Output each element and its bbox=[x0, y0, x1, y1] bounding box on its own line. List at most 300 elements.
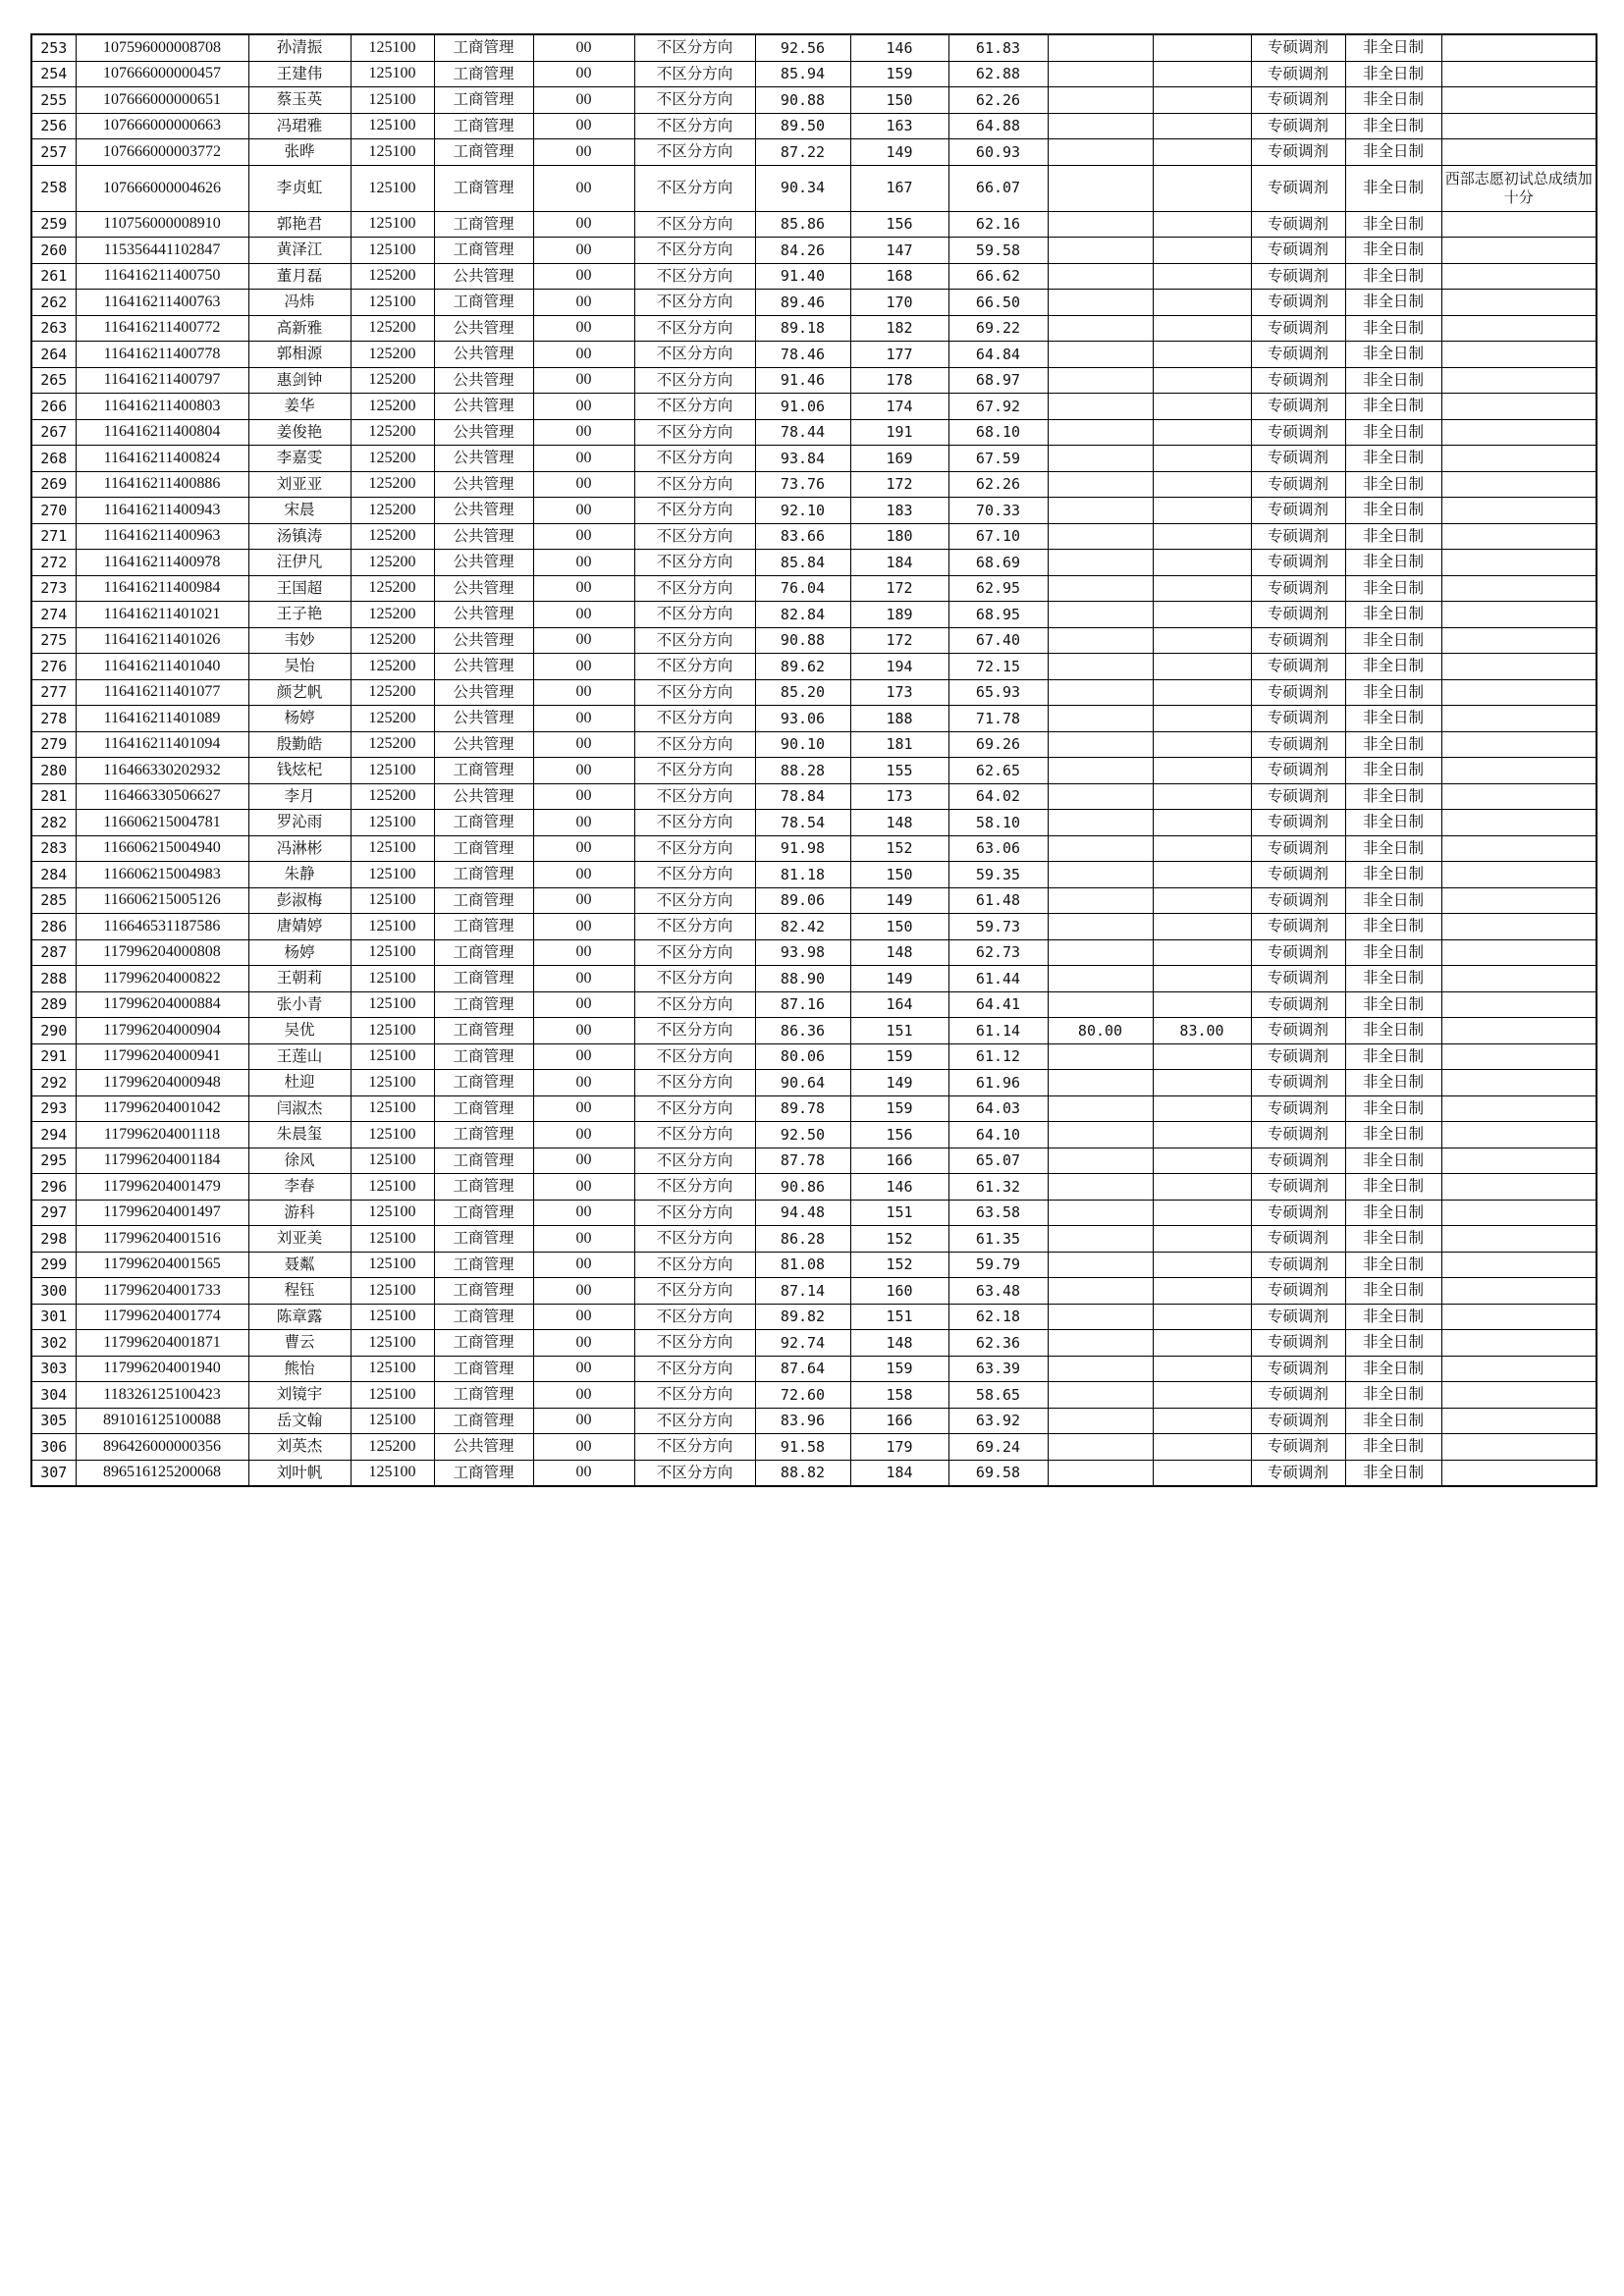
cell-category: 专硕调剂 bbox=[1251, 914, 1345, 940]
cell-weighted-score: 61.35 bbox=[948, 1226, 1048, 1253]
cell-major-code: 125100 bbox=[351, 1408, 434, 1434]
cell-exam-id: 116416211400763 bbox=[76, 290, 248, 316]
cell-major-code: 125100 bbox=[351, 758, 434, 784]
cell-extra2 bbox=[1153, 315, 1251, 342]
cell-seq: 295 bbox=[31, 1148, 76, 1174]
cell-direction-code: 00 bbox=[533, 654, 634, 680]
cell-extra1 bbox=[1048, 87, 1153, 114]
cell-major-name: 工商管理 bbox=[434, 1200, 533, 1226]
cell-direction-name: 不区分方向 bbox=[634, 654, 755, 680]
cell-remark bbox=[1441, 706, 1597, 732]
cell-name: 董月磊 bbox=[248, 263, 351, 290]
cell-seq: 292 bbox=[31, 1070, 76, 1096]
cell-seq: 281 bbox=[31, 783, 76, 810]
cell-seq: 255 bbox=[31, 87, 76, 114]
table-row bbox=[31, 1200, 1597, 1226]
cell-direction-name: 不区分方向 bbox=[634, 731, 755, 758]
cell-extra2 bbox=[1153, 211, 1251, 238]
cell-study-mode: 非全日制 bbox=[1345, 1174, 1441, 1201]
cell-name: 陈章露 bbox=[248, 1304, 351, 1330]
cell-extra1 bbox=[1048, 679, 1153, 706]
cell-seq: 304 bbox=[31, 1382, 76, 1409]
cell-study-mode: 非全日制 bbox=[1345, 315, 1441, 342]
cell-major-code: 125200 bbox=[351, 550, 434, 576]
cell-major-code: 125200 bbox=[351, 679, 434, 706]
cell-extra2 bbox=[1153, 1200, 1251, 1226]
cell-exam-id: 117996204001497 bbox=[76, 1200, 248, 1226]
cell-major-code: 125100 bbox=[351, 991, 434, 1018]
table-row bbox=[31, 290, 1597, 316]
cell-weighted-score: 67.10 bbox=[948, 523, 1048, 550]
cell-major-name: 公共管理 bbox=[434, 654, 533, 680]
cell-extra2 bbox=[1153, 1278, 1251, 1305]
cell-direction-code: 00 bbox=[533, 238, 634, 264]
cell-total-score: 149 bbox=[850, 1070, 948, 1096]
cell-prelim-score: 88.28 bbox=[755, 758, 850, 784]
cell-exam-id: 107666000000663 bbox=[76, 113, 248, 139]
cell-major-name: 公共管理 bbox=[434, 446, 533, 472]
cell-major-code: 125100 bbox=[351, 1226, 434, 1253]
cell-category: 专硕调剂 bbox=[1251, 139, 1345, 166]
table-row bbox=[31, 367, 1597, 394]
cell-category: 专硕调剂 bbox=[1251, 165, 1345, 211]
cell-name: 冯炜 bbox=[248, 290, 351, 316]
cell-total-score: 164 bbox=[850, 991, 948, 1018]
cell-remark bbox=[1441, 966, 1597, 992]
cell-remark bbox=[1441, 1070, 1597, 1096]
cell-extra2 bbox=[1153, 523, 1251, 550]
cell-category: 专硕调剂 bbox=[1251, 991, 1345, 1018]
cell-extra1 bbox=[1048, 966, 1153, 992]
cell-major-code: 125200 bbox=[351, 602, 434, 628]
cell-direction-code: 00 bbox=[533, 1252, 634, 1278]
cell-seq: 307 bbox=[31, 1460, 76, 1486]
cell-weighted-score: 62.18 bbox=[948, 1304, 1048, 1330]
cell-study-mode: 非全日制 bbox=[1345, 1460, 1441, 1486]
cell-seq: 263 bbox=[31, 315, 76, 342]
table-body bbox=[31, 34, 1597, 1486]
cell-category: 专硕调剂 bbox=[1251, 394, 1345, 420]
cell-seq: 256 bbox=[31, 113, 76, 139]
cell-seq: 293 bbox=[31, 1095, 76, 1122]
cell-prelim-score: 91.46 bbox=[755, 367, 850, 394]
cell-category: 专硕调剂 bbox=[1251, 966, 1345, 992]
cell-remark bbox=[1441, 367, 1597, 394]
cell-remark bbox=[1441, 1095, 1597, 1122]
table-row bbox=[31, 550, 1597, 576]
cell-direction-name: 不区分方向 bbox=[634, 1252, 755, 1278]
cell-direction-code: 00 bbox=[533, 706, 634, 732]
cell-extra1 bbox=[1048, 1434, 1153, 1461]
cell-extra1 bbox=[1048, 1043, 1153, 1070]
cell-major-code: 125100 bbox=[351, 238, 434, 264]
cell-study-mode: 非全日制 bbox=[1345, 550, 1441, 576]
cell-seq: 287 bbox=[31, 939, 76, 966]
cell-total-score: 149 bbox=[850, 887, 948, 914]
cell-direction-code: 00 bbox=[533, 1226, 634, 1253]
cell-extra2 bbox=[1153, 367, 1251, 394]
cell-direction-code: 00 bbox=[533, 446, 634, 472]
cell-prelim-score: 87.14 bbox=[755, 1278, 850, 1305]
cell-category: 专硕调剂 bbox=[1251, 367, 1345, 394]
cell-total-score: 173 bbox=[850, 783, 948, 810]
cell-exam-id: 116466330202932 bbox=[76, 758, 248, 784]
cell-seq: 270 bbox=[31, 498, 76, 524]
cell-seq: 258 bbox=[31, 165, 76, 211]
cell-prelim-score: 87.22 bbox=[755, 139, 850, 166]
cell-direction-code: 00 bbox=[533, 87, 634, 114]
cell-major-code: 125200 bbox=[351, 731, 434, 758]
cell-category: 专硕调剂 bbox=[1251, 34, 1345, 61]
cell-total-score: 172 bbox=[850, 471, 948, 498]
cell-prelim-score: 89.62 bbox=[755, 654, 850, 680]
cell-direction-name: 不区分方向 bbox=[634, 342, 755, 368]
cell-direction-code: 00 bbox=[533, 113, 634, 139]
cell-name: 汤镇涛 bbox=[248, 523, 351, 550]
cell-extra2 bbox=[1153, 446, 1251, 472]
cell-major-code: 125100 bbox=[351, 1304, 434, 1330]
cell-prelim-score: 80.06 bbox=[755, 1043, 850, 1070]
cell-prelim-score: 78.46 bbox=[755, 342, 850, 368]
cell-total-score: 172 bbox=[850, 575, 948, 602]
cell-category: 专硕调剂 bbox=[1251, 61, 1345, 87]
table-row bbox=[31, 758, 1597, 784]
cell-remark bbox=[1441, 1252, 1597, 1278]
cell-category: 专硕调剂 bbox=[1251, 602, 1345, 628]
cell-exam-id: 896426000000356 bbox=[76, 1434, 248, 1461]
cell-prelim-score: 85.84 bbox=[755, 550, 850, 576]
cell-weighted-score: 59.35 bbox=[948, 862, 1048, 888]
cell-direction-name: 不区分方向 bbox=[634, 1043, 755, 1070]
cell-extra1 bbox=[1048, 1304, 1153, 1330]
cell-major-name: 工商管理 bbox=[434, 1122, 533, 1148]
cell-category: 专硕调剂 bbox=[1251, 1043, 1345, 1070]
cell-extra1 bbox=[1048, 835, 1153, 862]
cell-name: 张小青 bbox=[248, 991, 351, 1018]
cell-major-name: 公共管理 bbox=[434, 706, 533, 732]
cell-weighted-score: 64.84 bbox=[948, 342, 1048, 368]
cell-extra1 bbox=[1048, 1278, 1153, 1305]
cell-major-code: 125200 bbox=[351, 706, 434, 732]
cell-name: 黄泽江 bbox=[248, 238, 351, 264]
cell-remark bbox=[1441, 342, 1597, 368]
cell-name: 闫淑杰 bbox=[248, 1095, 351, 1122]
cell-seq: 299 bbox=[31, 1252, 76, 1278]
table-row bbox=[31, 1356, 1597, 1382]
cell-seq: 288 bbox=[31, 966, 76, 992]
cell-study-mode: 非全日制 bbox=[1345, 731, 1441, 758]
cell-major-code: 125200 bbox=[351, 627, 434, 654]
cell-direction-code: 00 bbox=[533, 263, 634, 290]
cell-prelim-score: 92.10 bbox=[755, 498, 850, 524]
cell-direction-name: 不区分方向 bbox=[634, 1356, 755, 1382]
cell-extra2 bbox=[1153, 1095, 1251, 1122]
cell-seq: 301 bbox=[31, 1304, 76, 1330]
cell-direction-name: 不区分方向 bbox=[634, 446, 755, 472]
cell-extra2 bbox=[1153, 165, 1251, 211]
cell-major-name: 工商管理 bbox=[434, 113, 533, 139]
cell-seq: 275 bbox=[31, 627, 76, 654]
table-row bbox=[31, 654, 1597, 680]
cell-weighted-score: 61.12 bbox=[948, 1043, 1048, 1070]
cell-weighted-score: 64.88 bbox=[948, 113, 1048, 139]
cell-name: 姜俊艳 bbox=[248, 419, 351, 446]
cell-major-code: 125100 bbox=[351, 290, 434, 316]
cell-direction-code: 00 bbox=[533, 835, 634, 862]
cell-total-score: 183 bbox=[850, 498, 948, 524]
cell-exam-id: 116416211400886 bbox=[76, 471, 248, 498]
cell-extra2 bbox=[1153, 342, 1251, 368]
cell-study-mode: 非全日制 bbox=[1345, 446, 1441, 472]
table-row bbox=[31, 939, 1597, 966]
cell-major-code: 125200 bbox=[351, 575, 434, 602]
cell-weighted-score: 69.22 bbox=[948, 315, 1048, 342]
cell-study-mode: 非全日制 bbox=[1345, 87, 1441, 114]
cell-study-mode: 非全日制 bbox=[1345, 1148, 1441, 1174]
cell-category: 专硕调剂 bbox=[1251, 290, 1345, 316]
cell-extra1 bbox=[1048, 991, 1153, 1018]
cell-study-mode: 非全日制 bbox=[1345, 342, 1441, 368]
cell-direction-code: 00 bbox=[533, 471, 634, 498]
cell-major-name: 公共管理 bbox=[434, 679, 533, 706]
cell-remark bbox=[1441, 575, 1597, 602]
cell-extra1 bbox=[1048, 290, 1153, 316]
cell-seq: 264 bbox=[31, 342, 76, 368]
cell-remark bbox=[1441, 602, 1597, 628]
cell-name: 朱晨玺 bbox=[248, 1122, 351, 1148]
cell-study-mode: 非全日制 bbox=[1345, 783, 1441, 810]
cell-weighted-score: 69.58 bbox=[948, 1460, 1048, 1486]
cell-direction-name: 不区分方向 bbox=[634, 394, 755, 420]
cell-study-mode: 非全日制 bbox=[1345, 627, 1441, 654]
cell-remark bbox=[1441, 1226, 1597, 1253]
cell-extra1 bbox=[1048, 34, 1153, 61]
cell-extra1 bbox=[1048, 165, 1153, 211]
cell-major-name: 工商管理 bbox=[434, 238, 533, 264]
cell-seq: 305 bbox=[31, 1408, 76, 1434]
cell-major-name: 工商管理 bbox=[434, 290, 533, 316]
table-row bbox=[31, 263, 1597, 290]
cell-total-score: 177 bbox=[850, 342, 948, 368]
cell-exam-id: 107666000003772 bbox=[76, 139, 248, 166]
cell-remark bbox=[1441, 87, 1597, 114]
cell-prelim-score: 93.06 bbox=[755, 706, 850, 732]
cell-extra1 bbox=[1048, 523, 1153, 550]
cell-major-name: 公共管理 bbox=[434, 315, 533, 342]
cell-seq: 262 bbox=[31, 290, 76, 316]
cell-study-mode: 非全日制 bbox=[1345, 1434, 1441, 1461]
cell-seq: 276 bbox=[31, 654, 76, 680]
cell-direction-name: 不区分方向 bbox=[634, 1200, 755, 1226]
cell-seq: 306 bbox=[31, 1434, 76, 1461]
cell-name: 钱炫杞 bbox=[248, 758, 351, 784]
cell-prelim-score: 89.50 bbox=[755, 113, 850, 139]
cell-direction-code: 00 bbox=[533, 1330, 634, 1357]
cell-direction-name: 不区分方向 bbox=[634, 1278, 755, 1305]
cell-extra2 bbox=[1153, 1122, 1251, 1148]
cell-remark bbox=[1441, 34, 1597, 61]
cell-weighted-score: 61.83 bbox=[948, 34, 1048, 61]
cell-extra1 bbox=[1048, 394, 1153, 420]
cell-name: 孙清振 bbox=[248, 34, 351, 61]
cell-extra1 bbox=[1048, 238, 1153, 264]
table-row bbox=[31, 61, 1597, 87]
cell-direction-code: 00 bbox=[533, 1460, 634, 1486]
cell-exam-id: 107666000000651 bbox=[76, 87, 248, 114]
cell-prelim-score: 92.50 bbox=[755, 1122, 850, 1148]
cell-seq: 266 bbox=[31, 394, 76, 420]
cell-major-name: 工商管理 bbox=[434, 1043, 533, 1070]
cell-seq: 280 bbox=[31, 758, 76, 784]
table-row bbox=[31, 602, 1597, 628]
cell-major-name: 工商管理 bbox=[434, 1226, 533, 1253]
cell-weighted-score: 65.07 bbox=[948, 1148, 1048, 1174]
cell-direction-name: 不区分方向 bbox=[634, 87, 755, 114]
cell-study-mode: 非全日制 bbox=[1345, 1043, 1441, 1070]
cell-major-code: 125100 bbox=[351, 1122, 434, 1148]
table-row bbox=[31, 835, 1597, 862]
cell-study-mode: 非全日制 bbox=[1345, 835, 1441, 862]
cell-extra1 bbox=[1048, 263, 1153, 290]
cell-extra1 bbox=[1048, 783, 1153, 810]
table-row bbox=[31, 966, 1597, 992]
cell-study-mode: 非全日制 bbox=[1345, 1226, 1441, 1253]
cell-major-code: 125100 bbox=[351, 211, 434, 238]
table-row bbox=[31, 394, 1597, 420]
cell-total-score: 151 bbox=[850, 1018, 948, 1044]
table-row bbox=[31, 1252, 1597, 1278]
cell-extra2 bbox=[1153, 810, 1251, 836]
table-row bbox=[31, 575, 1597, 602]
cell-major-code: 125200 bbox=[351, 263, 434, 290]
cell-seq: 291 bbox=[31, 1043, 76, 1070]
cell-extra2 bbox=[1153, 654, 1251, 680]
cell-category: 专硕调剂 bbox=[1251, 1434, 1345, 1461]
cell-seq: 267 bbox=[31, 419, 76, 446]
document-page bbox=[30, 33, 1596, 1487]
cell-major-code: 125200 bbox=[351, 783, 434, 810]
table-row bbox=[31, 627, 1597, 654]
cell-extra1 bbox=[1048, 731, 1153, 758]
cell-major-code: 125100 bbox=[351, 1382, 434, 1409]
cell-remark bbox=[1441, 731, 1597, 758]
cell-major-name: 公共管理 bbox=[434, 602, 533, 628]
cell-direction-name: 不区分方向 bbox=[634, 315, 755, 342]
cell-major-name: 公共管理 bbox=[434, 575, 533, 602]
cell-seq: 296 bbox=[31, 1174, 76, 1201]
cell-extra1 bbox=[1048, 550, 1153, 576]
cell-prelim-score: 89.06 bbox=[755, 887, 850, 914]
cell-weighted-score: 62.36 bbox=[948, 1330, 1048, 1357]
cell-total-score: 166 bbox=[850, 1148, 948, 1174]
cell-prelim-score: 89.78 bbox=[755, 1095, 850, 1122]
cell-exam-id: 116416211401089 bbox=[76, 706, 248, 732]
cell-seq: 265 bbox=[31, 367, 76, 394]
cell-study-mode: 非全日制 bbox=[1345, 758, 1441, 784]
cell-exam-id: 116606215004940 bbox=[76, 835, 248, 862]
cell-weighted-score: 60.93 bbox=[948, 139, 1048, 166]
cell-exam-id: 117996204001042 bbox=[76, 1095, 248, 1122]
table-row bbox=[31, 862, 1597, 888]
cell-category: 专硕调剂 bbox=[1251, 1304, 1345, 1330]
cell-name: 冯淋彬 bbox=[248, 835, 351, 862]
cell-prelim-score: 91.06 bbox=[755, 394, 850, 420]
cell-category: 专硕调剂 bbox=[1251, 1408, 1345, 1434]
cell-direction-name: 不区分方向 bbox=[634, 263, 755, 290]
cell-prelim-score: 94.48 bbox=[755, 1200, 850, 1226]
cell-direction-code: 00 bbox=[533, 211, 634, 238]
cell-direction-name: 不区分方向 bbox=[634, 1408, 755, 1434]
cell-seq: 302 bbox=[31, 1330, 76, 1357]
cell-exam-id: 117996204001184 bbox=[76, 1148, 248, 1174]
cell-prelim-score: 82.42 bbox=[755, 914, 850, 940]
cell-seq: 260 bbox=[31, 238, 76, 264]
cell-study-mode: 非全日制 bbox=[1345, 1278, 1441, 1305]
cell-major-name: 公共管理 bbox=[434, 471, 533, 498]
table-row bbox=[31, 1434, 1597, 1461]
cell-major-name: 公共管理 bbox=[434, 394, 533, 420]
cell-direction-code: 00 bbox=[533, 1200, 634, 1226]
cell-prelim-score: 85.94 bbox=[755, 61, 850, 87]
cell-direction-code: 00 bbox=[533, 939, 634, 966]
cell-direction-name: 不区分方向 bbox=[634, 939, 755, 966]
cell-extra1 bbox=[1048, 1226, 1153, 1253]
cell-exam-id: 116606215004983 bbox=[76, 862, 248, 888]
cell-study-mode: 非全日制 bbox=[1345, 679, 1441, 706]
cell-study-mode: 非全日制 bbox=[1345, 1018, 1441, 1044]
cell-total-score: 159 bbox=[850, 1095, 948, 1122]
cell-direction-code: 00 bbox=[533, 1304, 634, 1330]
cell-direction-code: 00 bbox=[533, 966, 634, 992]
cell-category: 专硕调剂 bbox=[1251, 939, 1345, 966]
cell-category: 专硕调剂 bbox=[1251, 263, 1345, 290]
cell-major-name: 工商管理 bbox=[434, 1148, 533, 1174]
cell-direction-name: 不区分方向 bbox=[634, 211, 755, 238]
cell-remark bbox=[1441, 419, 1597, 446]
cell-exam-id: 116646531187586 bbox=[76, 914, 248, 940]
cell-major-code: 125200 bbox=[351, 342, 434, 368]
cell-study-mode: 非全日制 bbox=[1345, 471, 1441, 498]
cell-prelim-score: 93.84 bbox=[755, 446, 850, 472]
cell-extra2 bbox=[1153, 731, 1251, 758]
cell-major-code: 125100 bbox=[351, 1043, 434, 1070]
cell-extra2 bbox=[1153, 758, 1251, 784]
cell-extra1 bbox=[1048, 862, 1153, 888]
cell-major-name: 工商管理 bbox=[434, 1330, 533, 1357]
cell-extra2 bbox=[1153, 550, 1251, 576]
cell-name: 岳文翰 bbox=[248, 1408, 351, 1434]
cell-study-mode: 非全日制 bbox=[1345, 238, 1441, 264]
cell-direction-code: 00 bbox=[533, 991, 634, 1018]
cell-remark bbox=[1441, 1460, 1597, 1486]
cell-total-score: 173 bbox=[850, 679, 948, 706]
cell-exam-id: 117996204001516 bbox=[76, 1226, 248, 1253]
cell-category: 专硕调剂 bbox=[1251, 1382, 1345, 1409]
cell-major-name: 工商管理 bbox=[434, 966, 533, 992]
cell-direction-name: 不区分方向 bbox=[634, 810, 755, 836]
table-row bbox=[31, 87, 1597, 114]
cell-name: 宋晨 bbox=[248, 498, 351, 524]
cell-major-code: 125100 bbox=[351, 810, 434, 836]
cell-extra1 bbox=[1048, 471, 1153, 498]
cell-direction-name: 不区分方向 bbox=[634, 627, 755, 654]
cell-direction-code: 00 bbox=[533, 498, 634, 524]
cell-seq: 282 bbox=[31, 810, 76, 836]
cell-prelim-score: 90.64 bbox=[755, 1070, 850, 1096]
cell-remark bbox=[1441, 679, 1597, 706]
cell-study-mode: 非全日制 bbox=[1345, 1382, 1441, 1409]
cell-extra2 bbox=[1153, 1460, 1251, 1486]
